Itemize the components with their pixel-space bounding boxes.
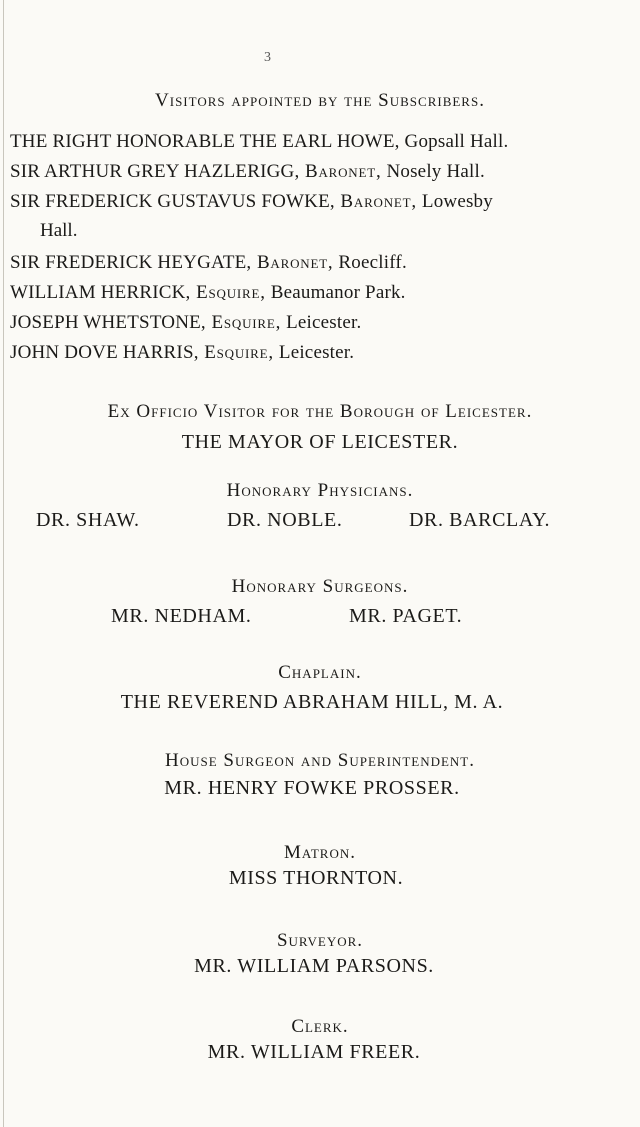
visitor-place: Roecliff. xyxy=(333,252,407,273)
surveyor-name: MR. WILLIAM PARSONS. xyxy=(194,955,434,977)
visitor-title: Esquire, xyxy=(205,312,282,333)
visitor-title: Baronet, xyxy=(251,252,334,273)
surveyor-heading: Surveyor. xyxy=(276,930,364,951)
surgeons-heading: Honorary Surgeons. xyxy=(231,576,409,597)
visitor-name: JOHN DOVE HARRIS, xyxy=(10,342,199,363)
physician-name: DR. BARCLAY. xyxy=(409,509,551,531)
clerk-heading: Clerk. xyxy=(291,1016,349,1037)
page-number: 3 xyxy=(264,50,271,65)
visitor-place: Beaumanor Park. xyxy=(265,282,406,303)
visitor-place: Leicester. xyxy=(281,312,362,333)
visitor-name: JOSEPH WHETSTONE, xyxy=(10,312,206,333)
visitor-entry xyxy=(10,252,407,274)
visitor-name: WILLIAM HERRICK, xyxy=(10,282,191,303)
visitor-title: Esquire, xyxy=(198,342,274,363)
visitor-entry xyxy=(10,191,493,213)
visitor-title: Baronet, xyxy=(299,161,382,182)
visitor-entry xyxy=(10,282,406,304)
matron-heading: Matron. xyxy=(284,842,356,863)
physician-name: DR. NOBLE. xyxy=(227,509,343,531)
visitor-name: THE RIGHT HONORABLE THE EARL HOWE, xyxy=(10,131,400,152)
ex-officio-name: THE MAYOR OF LEICESTER. xyxy=(181,431,459,453)
surgeon-name: MR. PAGET. xyxy=(349,605,463,627)
visitor-entry xyxy=(10,131,508,153)
chaplain-name: THE REVEREND ABRAHAM HILL, M. A. xyxy=(120,691,504,713)
surgeon-name: MR. NEDHAM. xyxy=(111,605,252,627)
visitor-continuation: Hall. xyxy=(40,220,78,241)
visitor-entry xyxy=(10,161,485,183)
visitor-title: Esquire, xyxy=(190,282,266,303)
physicians-heading: Honorary Physicians. xyxy=(226,480,414,501)
physician-name: DR. SHAW. xyxy=(36,509,140,531)
chaplain-heading: Chaplain. xyxy=(278,662,362,683)
visitor-name: SIR FREDERICK GUSTAVUS FOWKE, xyxy=(10,191,335,212)
visitor-entry xyxy=(10,312,361,334)
visitor-entry xyxy=(10,342,354,364)
visitor-place: Leicester. xyxy=(273,342,355,363)
visitor-place: Gopsall Hall. xyxy=(399,131,509,152)
clerk-name: MR. WILLIAM FREER. xyxy=(207,1041,421,1063)
ex-officio-heading: Ex Officio Visitor for the Borough of Leicester. xyxy=(107,401,533,422)
house-surgeon-heading: House Surgeon and Superintendent. xyxy=(164,750,475,771)
house-surgeon-name: MR. HENRY FOWKE PROSSER. xyxy=(164,777,460,799)
visitor-title: Baronet, xyxy=(334,191,417,212)
visitor-name: SIR ARTHUR GREY HAZLERIGG, xyxy=(10,161,300,182)
visitor-place: Lowesby xyxy=(416,191,493,212)
matron-name: MISS THORNTON. xyxy=(228,867,404,889)
visitor-place: Nosely Hall. xyxy=(381,161,485,182)
visitors-heading: Visitors appointed by the Subscribers. xyxy=(155,90,485,111)
visitor-name: SIR FREDERICK HEYGATE, xyxy=(10,252,252,273)
